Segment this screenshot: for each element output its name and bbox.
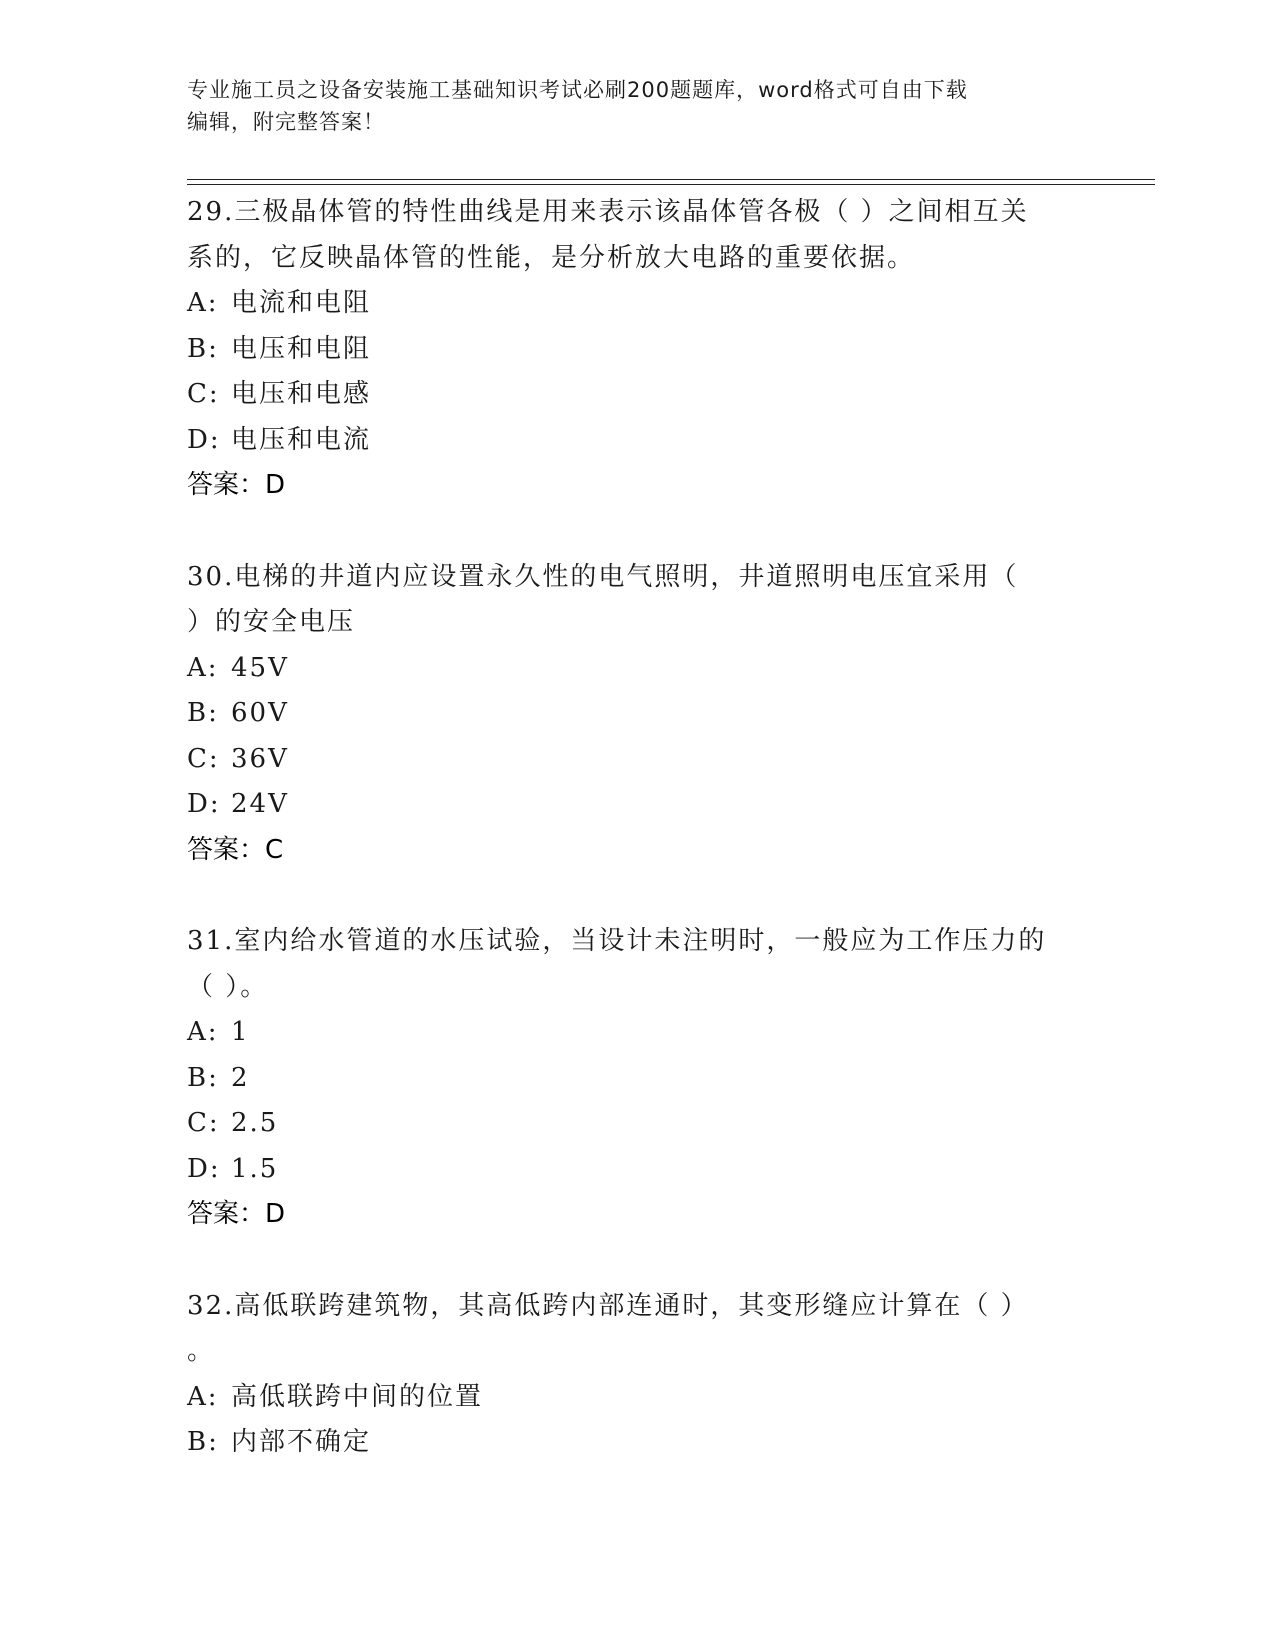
question-stem-line: 31.室内给水管道的水压试验，当设计未注明时，一般应为工作压力的 <box>187 926 1047 956</box>
option-c <box>187 737 1087 783</box>
option-d <box>187 1147 1087 1193</box>
question-spacer <box>187 509 1087 555</box>
answer-line: 答案：D <box>187 1199 286 1229</box>
option-letter: B: <box>187 333 219 364</box>
option-text: 1.5 <box>231 1153 279 1184</box>
option-letter: B: <box>187 698 219 728</box>
option-letter: A: <box>187 652 219 683</box>
option-letter: D: <box>187 789 221 819</box>
option-letter: A: <box>187 288 219 318</box>
option-text: 1 <box>231 1017 250 1047</box>
question-list <box>187 190 1087 1466</box>
option-letter: B: <box>187 1427 219 1457</box>
question-31 <box>187 919 1087 1238</box>
option-letter: C: <box>187 743 220 774</box>
question-stem-line: 29.三极晶体管的特性曲线是用来表示该晶体管各极（ ）之间相互关 <box>187 197 1029 227</box>
option-text: 电压和电阻 <box>231 333 372 364</box>
header-divider-bottom <box>187 184 1155 185</box>
answer-line: 答案：D <box>187 470 286 500</box>
header-title-line-2: 编辑，附完整答案！ <box>187 110 385 134</box>
option-text: 24V <box>231 789 289 819</box>
option-text: 2 <box>231 1062 250 1093</box>
option-letter: B: <box>187 1062 219 1093</box>
question-stem-line: 系的，它反映晶体管的性能，是分析放大电路的重要依据。 <box>187 242 916 273</box>
question-30 <box>187 555 1087 874</box>
option-d <box>187 418 1087 464</box>
option-letter: A: <box>187 1017 219 1047</box>
option-b <box>187 691 1087 737</box>
option-b <box>187 1420 1087 1466</box>
option-text: 36V <box>231 743 289 774</box>
option-letter: C: <box>187 1108 220 1138</box>
header-title-line-1: 专业施工员之设备安装施工基础知识考试必刷200题题库，word格式可自由下载 <box>187 78 968 102</box>
answer-line: 答案：C <box>187 834 284 865</box>
question-stem-line: （ ）。 <box>187 971 269 1002</box>
option-text: 60V <box>231 698 289 728</box>
option-d <box>187 782 1087 828</box>
option-a <box>187 646 1087 692</box>
question-stem-line: ）的安全电压 <box>187 607 356 637</box>
option-text: 电压和电感 <box>231 379 372 409</box>
option-c <box>187 1101 1087 1147</box>
option-a <box>187 1375 1087 1421</box>
option-letter: D: <box>187 1153 221 1184</box>
option-text: 高低联跨中间的位置 <box>231 1381 484 1412</box>
option-c <box>187 372 1087 418</box>
option-a <box>187 1010 1087 1056</box>
question-stem-line: 30.电梯的井道内应设置永久性的电气照明，井道照明电压宜采用（ <box>187 561 1019 592</box>
option-text: 电流和电阻 <box>231 288 372 318</box>
option-a <box>187 281 1087 327</box>
option-text: 2.5 <box>231 1108 279 1138</box>
option-letter: A: <box>187 1381 219 1412</box>
question-29 <box>187 190 1087 509</box>
question-spacer <box>187 873 1087 919</box>
document-header <box>187 74 1077 138</box>
option-text: 45V <box>231 652 289 683</box>
question-stem-line: 。 <box>187 1336 216 1366</box>
question-stem-line: 32.高低联跨建筑物，其高低跨内部连通时，其变形缝应计算在（ ） <box>187 1290 1029 1321</box>
header-divider-top <box>187 179 1155 180</box>
question-spacer <box>187 1238 1087 1284</box>
option-b <box>187 1056 1087 1102</box>
option-text: 内部不确定 <box>231 1427 372 1457</box>
option-letter: C: <box>187 379 220 409</box>
option-text: 电压和电流 <box>231 424 372 455</box>
option-b <box>187 327 1087 373</box>
question-32 <box>187 1284 1087 1466</box>
option-letter: D: <box>187 424 221 455</box>
